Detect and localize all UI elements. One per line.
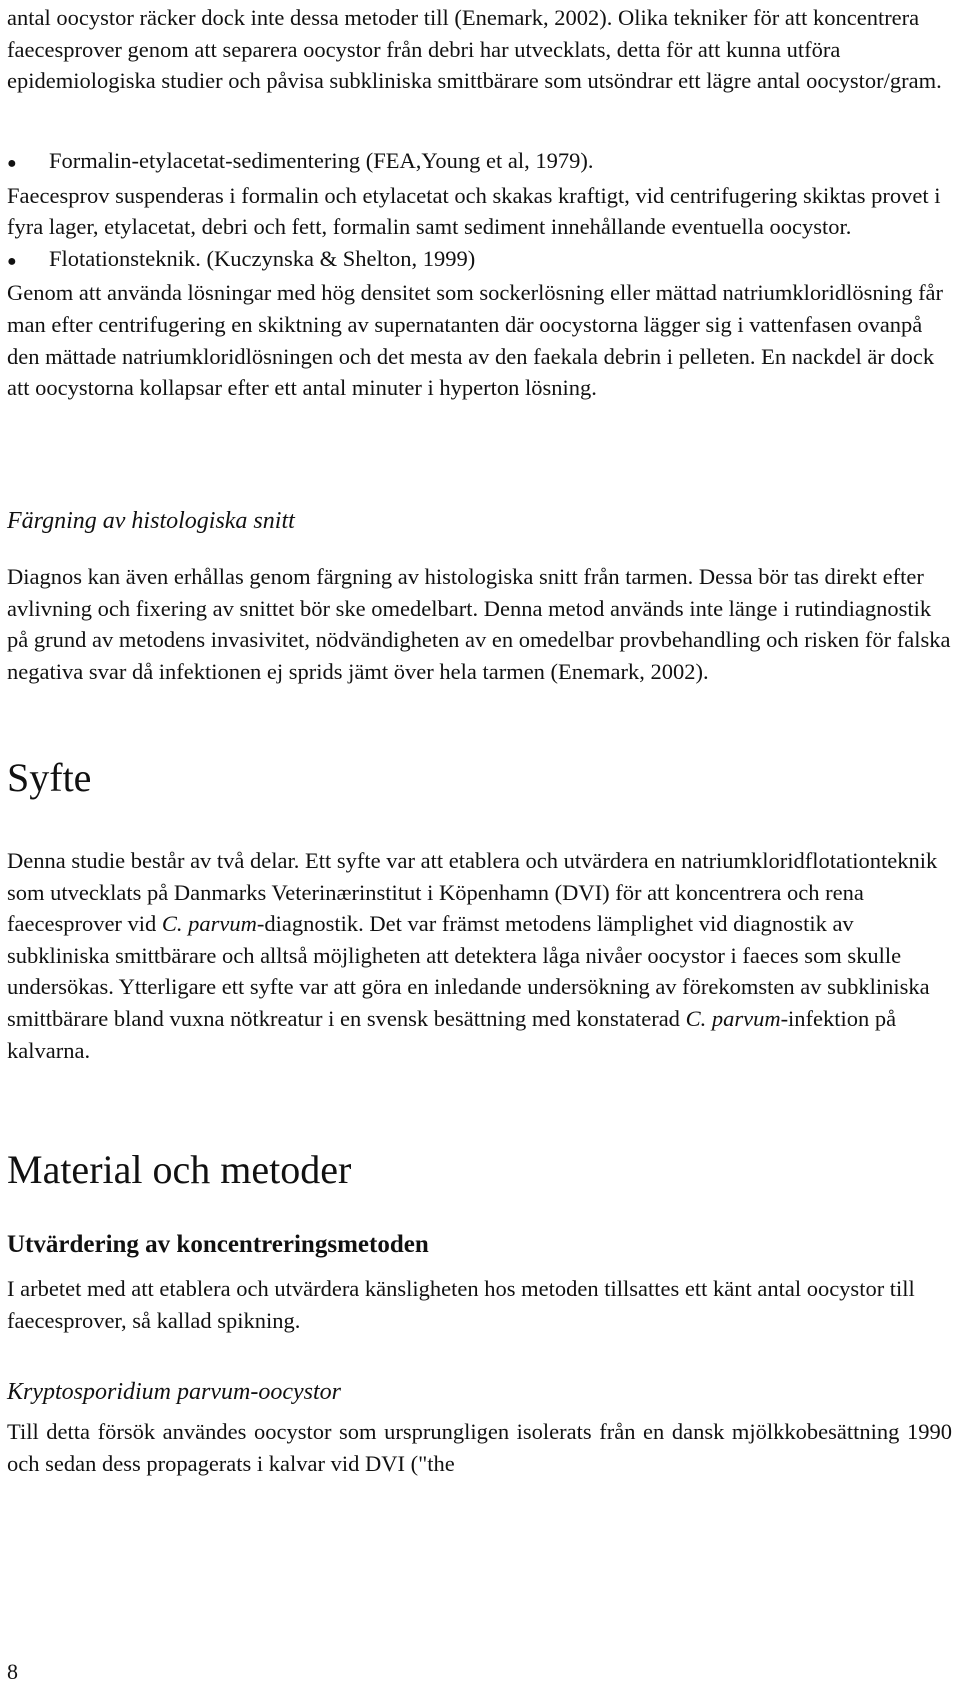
intro-section: [7, 2, 952, 97]
section-heading: Syfte: [7, 755, 92, 800]
staining-section: [7, 505, 952, 687]
intro-paragraph: antal oocystor räcker dock inte dessa metoder till (Enemark, 2002). Olika tekniker för att koncentrera faecesprover genom att separera oocystor från debri har utvecklats, detta för att kunna utföra epidemiologiska studier och påvisa subkliniska smittbärare som utsöndrar ett lägre antal oocystor/gram.: [7, 5, 942, 94]
list-item-label: Flotationsteknik. (Kuczynska & Shelton, 1999): [49, 245, 476, 271]
section-heading: Färgning av histologiska snitt: [7, 508, 295, 534]
bullet-dot-icon: ●: [7, 252, 17, 270]
list-item-label: Formalin-etylacetat-sedimentering (FEA,Young et al, 1979).: [49, 148, 594, 173]
section-heading: Material och metoder: [7, 1147, 352, 1192]
section-text: I arbetet med att etablera och utvärdera känsligheten hos metoden tillsattes ett känt antal oocystor till faecesprover, så kallad spikning.: [7, 1276, 915, 1333]
list-item-flotation: [7, 243, 952, 278]
subsection-heading-italic: Kryptosporidium parvum-oocystor: [7, 1379, 341, 1406]
list-item-text: Faecesprov suspenderas i formalin och etylacetat och skakas kraftigt, vid centrifugering skiktas provet i fyra lager, etylacetat, debri och fett, formalin samt sediment innehållande eventuella oocystor.: [7, 182, 941, 240]
section-text: Till detta försök användes oocystor som ursprungligen isolerats från en dansk mjölkkobesättning 1990 och sedan dess propagerats i kalvar vid DVI ("the: [7, 1419, 952, 1476]
syfte-section: [7, 755, 952, 1066]
material-section: [7, 1147, 952, 1479]
methods-list: [7, 145, 952, 404]
section-text: Denna studie består av två delar. Ett syfte var att etablera och utvärdera en natriumkloridflotationteknik som utvecklats på Danmarks Veterinærinstitut i Köpenhamn (DVI) för att koncentrera och rena faecesprover vid C. parvum-diagnostik. Det var främst metodens lämplighet vid diagnostik av subkliniska smittbärare och alltså möjligheten att detektera låga nivåer oocystor i faeces som skulle undersökas. Ytterligare ett syfte var att göra en inledande undersökning av förekomsten av subkliniska smittbärare bland vuxna nötkreatur i en svensk besättning med konstaterad C. parvum-infektion på kalvarna.: [7, 848, 938, 1063]
list-item-text: Genom att använda lösningar med hög densitet som sockerlösning eller mättad natriumkloridlösning får man efter centrifugering en skiktning av supernatanten där oocystorna lägger sig i vattenfasen ovanpå den mättade natriumkloridlösningen och det mesta av den faekala debrin i pelleten. En nackdel är dock att oocystorna kollapsar efter ett antal minuter i hyperton lösning.: [7, 280, 944, 401]
section-text: Diagnos kan även erhållas genom färgning av histologiska snitt från tarmen. Dessa bör tas direkt efter avlivning och fixering av snittet bör ske omedelbart. Denna metod används inte länge i rutindiagnostik på grund av metodens invasivitet, nödvändigheten av en omedelbar provbehandling och risken för falska negativa svar då infektionen ej sprids jämt över hela tarmen (Enemark, 2002).: [7, 564, 951, 684]
subsection-heading: Utvärdering av koncentreringsmetoden: [7, 1231, 429, 1258]
bullet-dot-icon: ●: [7, 155, 17, 172]
list-item-fea: [7, 145, 952, 180]
page-number: 8: [7, 1659, 18, 1684]
